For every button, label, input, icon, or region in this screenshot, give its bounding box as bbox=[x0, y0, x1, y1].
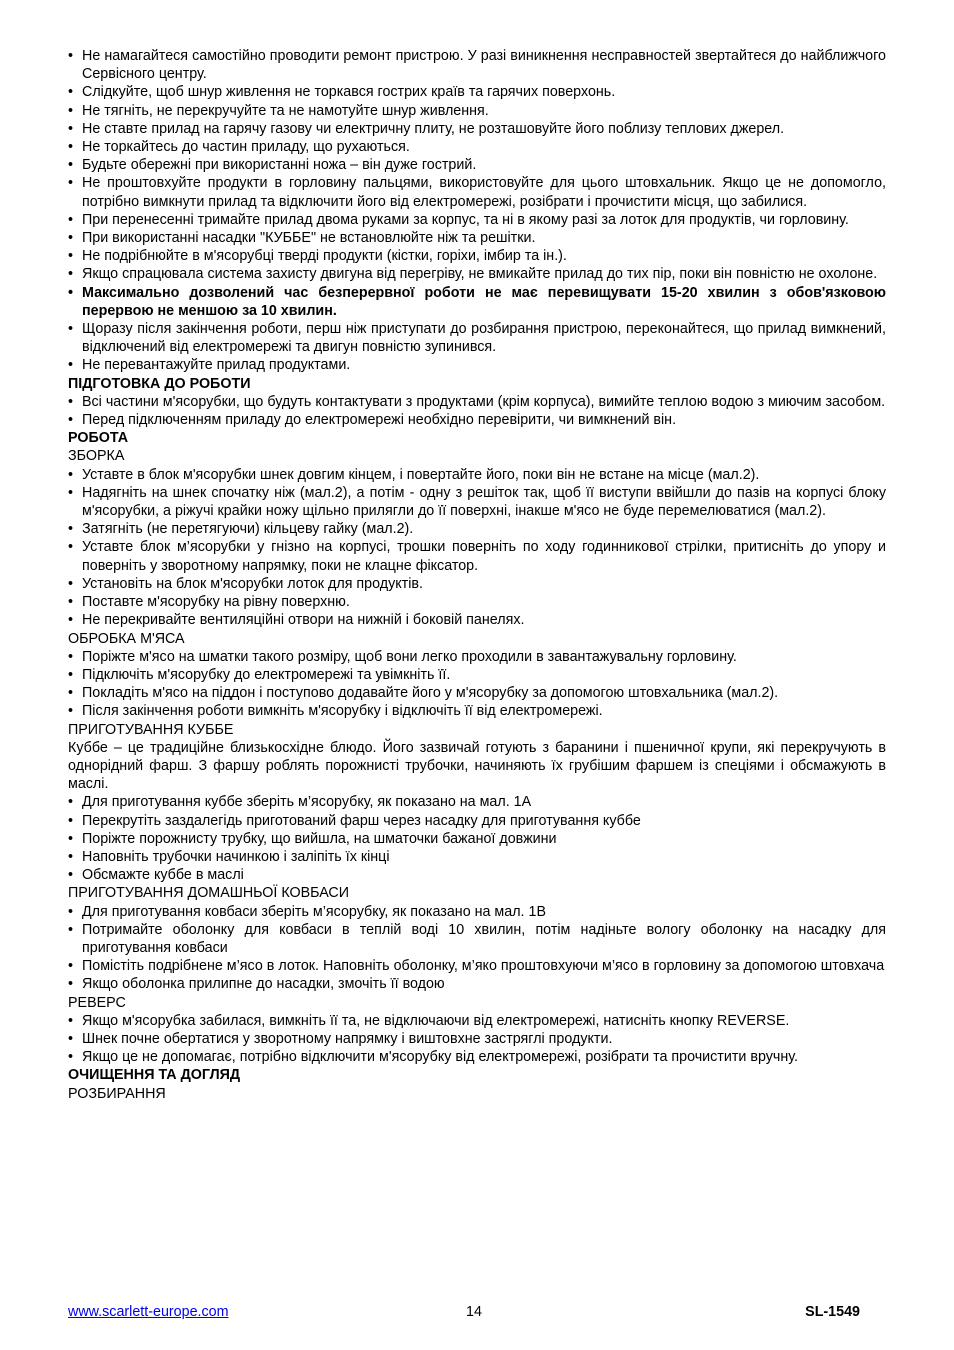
list-item-text: Не перекривайте вентиляційні отвори на нижній і боковій панелях. bbox=[82, 612, 525, 629]
subheading-meat-processing: ОБРОБКА М'ЯСА bbox=[68, 630, 185, 647]
bullet-icon: • bbox=[68, 1012, 74, 1029]
list-item-text: При перенесенні тримайте прилад двома руками за корпус, та ні в якому разі за лоток для продуктів, чи горловину. bbox=[82, 211, 849, 228]
list-item bbox=[68, 593, 886, 611]
bullet-icon: • bbox=[68, 357, 74, 374]
list-item-text: Поріжте порожнисту трубку, що вийшла, на шматочки бажаної довжини bbox=[82, 830, 557, 847]
list-item-text: Обсмажте куббе в маслі bbox=[82, 867, 244, 884]
bullet-icon: • bbox=[68, 539, 74, 556]
list-item-text: Поріжте м'ясо на шматки такого розміру, щоб вони легко проходили в завантажувальну горловину. bbox=[82, 648, 737, 665]
bullet-icon: • bbox=[68, 466, 74, 483]
list-item bbox=[68, 120, 886, 138]
list-item bbox=[68, 411, 886, 429]
bullet-icon: • bbox=[68, 903, 74, 920]
bullet-icon: • bbox=[68, 921, 74, 938]
list-item-text: Щоразу після закінчення роботи, перш ніж приступати до розбирання пристрою, переконайтеся, що прилад вимкнений, відключений від електромережі та двигун повністю зупинився. bbox=[82, 321, 886, 356]
list-item bbox=[68, 830, 886, 848]
subheading-disassembly: РОЗБИРАННЯ bbox=[68, 1085, 166, 1102]
bullet-icon: • bbox=[68, 685, 74, 702]
list-item bbox=[68, 520, 886, 538]
list-item bbox=[68, 247, 886, 265]
list-item bbox=[68, 903, 886, 921]
list-item bbox=[68, 848, 886, 866]
list-item-text: Максимально дозволений час безперервної роботи не має перевищувати 15-20 хвилин з обов'язковою перервою не меншою за 10 хвилин. bbox=[82, 284, 886, 319]
list-item bbox=[68, 47, 886, 83]
page-content bbox=[68, 47, 886, 1103]
list-item bbox=[68, 356, 886, 374]
list-item bbox=[68, 1030, 886, 1048]
list-item-text: Не проштовхуйте продукти в горловину пальцями, використовуйте для цього штовхальник. Якщо це не допомогло, потрібно вимкнути прилад та відключити його від електромережі, розібрати і прочистити місця, що забилися. bbox=[82, 175, 886, 210]
list-item-text: Уставте в блок м'ясорубки шнек довгим кінцем, і повертайте його, поки він не встане на місце (мал.2). bbox=[82, 466, 760, 483]
bullet-icon: • bbox=[68, 812, 74, 829]
bullet-icon: • bbox=[68, 321, 74, 338]
bullet-icon: • bbox=[68, 284, 74, 301]
bullet-icon: • bbox=[68, 139, 74, 156]
list-item bbox=[68, 393, 886, 411]
list-item-text: Для приготування ковбаси зберіть м’ясорубку, як показано на мал. 1В bbox=[82, 903, 546, 920]
list-item-text: Не торкайтесь до частин приладу, що рухаються. bbox=[82, 139, 410, 156]
list-item-text: Помістіть подрібнене м’ясо в лоток. Наповніть оболонку, м’яко проштовхуючи м’ясо в горловину за допомогою штовхача bbox=[82, 958, 885, 975]
list-item bbox=[68, 320, 886, 356]
bullet-icon: • bbox=[68, 230, 74, 247]
bullet-icon: • bbox=[68, 521, 74, 538]
list-item-text: Затягніть (не перетягуючи) кільцеву гайку (мал.2). bbox=[82, 521, 414, 538]
bullet-icon: • bbox=[68, 266, 74, 283]
list-item bbox=[68, 648, 886, 666]
bullet-icon: • bbox=[68, 867, 74, 884]
list-item bbox=[68, 702, 886, 720]
list-item-text: Установіть на блок м'ясорубки лоток для продуктів. bbox=[82, 575, 423, 592]
list-item-text: Перед підключенням приладу до електромережі необхідно перевірити, чи вимкнений він. bbox=[82, 412, 677, 429]
bullet-icon: • bbox=[68, 794, 74, 811]
list-item-text: Потримайте оболонку для ковбаси в теплій воді 10 хвилин, потім надіньте вологу оболонку на насадку для приготування ковбаси bbox=[82, 921, 886, 956]
list-item bbox=[68, 484, 886, 520]
list-item bbox=[68, 1048, 886, 1066]
sausage-list bbox=[68, 903, 886, 994]
list-item-text: Перекрутіть заздалегідь приготований фарш через насадку для приготування куббе bbox=[82, 812, 641, 829]
bullet-icon: • bbox=[68, 412, 74, 429]
list-item-text: Якщо м'ясорубка забилася, вимкніть її та, не відключаючи від електромережі, натисніть кнопку REVERSE. bbox=[82, 1012, 790, 1029]
list-item bbox=[68, 174, 886, 210]
list-item bbox=[68, 1012, 886, 1030]
reverse-list bbox=[68, 1012, 886, 1067]
list-item-text: Не ставте прилад на гарячу газову чи електричну плиту, не розташовуйте його поблизу теплових джерел. bbox=[82, 120, 785, 137]
list-item-text: Шнек почне обертатися у зворотному напрямку і виштовхне застряглі продукти. bbox=[82, 1030, 613, 1047]
list-item bbox=[68, 102, 886, 120]
page-footer bbox=[68, 1303, 886, 1323]
list-item bbox=[68, 611, 886, 629]
list-item-text: Наповніть трубочки начинкою і заліпіть їх кінці bbox=[82, 848, 390, 865]
list-item-text: Для приготування куббе зберіть м’ясорубку, як показано на мал. 1А bbox=[82, 794, 532, 811]
assembly-list bbox=[68, 466, 886, 630]
bullet-icon: • bbox=[68, 84, 74, 101]
list-item bbox=[68, 684, 886, 702]
website-link[interactable]: www.scarlett-europe.com bbox=[68, 1304, 229, 1320]
list-item bbox=[68, 466, 886, 484]
list-item-text: Всі частини м'ясорубки, що будуть контактувати з продуктами (крім корпуса), вимийте теплою водою з миючим засобом. bbox=[82, 393, 886, 410]
bullet-icon: • bbox=[68, 612, 74, 629]
list-item bbox=[68, 138, 886, 156]
list-item bbox=[68, 284, 886, 320]
list-item-text: Будьте обережні при використанні ножа – він дуже гострий. bbox=[82, 157, 477, 174]
bullet-icon: • bbox=[68, 1030, 74, 1047]
list-item-text: Поставте м'ясорубку на рівну поверхню. bbox=[82, 594, 350, 611]
list-item bbox=[68, 975, 886, 993]
model-number: SL-1549 bbox=[805, 1304, 860, 1320]
list-item bbox=[68, 156, 886, 174]
preparation-list bbox=[68, 393, 886, 429]
bullet-icon: • bbox=[68, 211, 74, 228]
list-item-text: Надягніть на шнек спочатку ніж (мал.2), а потім - одну з решіток так, щоб її виступи ввійшли до пазів на корпусі блоку м'ясорубки, а ріжучі крайки ножу щільно прилягли до її поверхні, інакше м'ясо не буде перемелюватися (мал.2). bbox=[82, 484, 886, 520]
bullet-icon: • bbox=[68, 575, 74, 592]
list-item-text: Підключіть м'ясорубку до електромережі та увімкніть її. bbox=[82, 666, 451, 683]
subheading-assembly: ЗБОРКА bbox=[68, 448, 125, 465]
list-item bbox=[68, 83, 886, 101]
bullet-icon: • bbox=[68, 157, 74, 174]
list-item bbox=[68, 921, 886, 957]
page-number: 14 bbox=[466, 1304, 482, 1320]
list-item-text: Після закінчення роботи вимкніть м'ясорубку і відключіть її від електромережі. bbox=[82, 703, 603, 720]
subheading-reverse: РЕВЕРС bbox=[68, 994, 126, 1011]
bullet-icon: • bbox=[68, 1049, 74, 1066]
list-item-text: Якщо спрацювала система захисту двигуна від перегріву, не вмикайте прилад до тих пір, поки він повністю не охолоне. bbox=[82, 266, 878, 283]
meat-processing-list bbox=[68, 648, 886, 721]
list-item bbox=[68, 866, 886, 884]
bullet-icon: • bbox=[68, 175, 74, 192]
bullet-icon: • bbox=[68, 703, 74, 720]
bullet-icon: • bbox=[68, 484, 74, 501]
bullet-icon: • bbox=[68, 248, 74, 265]
list-item bbox=[68, 812, 886, 830]
bullet-icon: • bbox=[68, 848, 74, 865]
kubbe-description: Куббе – це традиційне близькосхідне блюдо. Його зазвичай готують з баранини і пшеничної крупи, які перекручують в однорідний фарш. З фаршу роблять порожнисті трубочки, начиняють їх грубішим фаршем із спеціями і обсмажують в маслі. bbox=[68, 739, 886, 793]
list-item bbox=[68, 666, 886, 684]
list-item-text: При використанні насадки "КУББЕ" не встановлюйте ніж та решітки. bbox=[82, 230, 536, 247]
bullet-icon: • bbox=[68, 48, 74, 64]
bullet-icon: • bbox=[68, 393, 74, 410]
list-item bbox=[68, 211, 886, 229]
list-item-text: Уставте блок м’ясорубки у гнізно на корпусі, трошки поверніть по ходу годинникової стрілки, притисніть до упору и поверніть у зворотному напрямку, поки не клацне фіксатор. bbox=[82, 539, 886, 574]
list-item bbox=[68, 265, 886, 283]
list-item bbox=[68, 229, 886, 247]
section-heading-operation: РОБОТА bbox=[68, 430, 129, 447]
subheading-kubbe: ПРИГОТУВАННЯ КУББЕ bbox=[68, 721, 234, 738]
list-item-text: Не перевантажуйте прилад продуктами. bbox=[82, 357, 351, 374]
list-item-text: Слідкуйте, щоб шнур живлення не торкався гострих країв та гарячих поверхонь. bbox=[82, 84, 616, 101]
bullet-icon: • bbox=[68, 666, 74, 683]
list-item bbox=[68, 957, 886, 975]
kubbe-list bbox=[68, 793, 886, 884]
bullet-icon: • bbox=[68, 594, 74, 611]
list-item-text: Покладіть м'ясо на піддон і поступово додавайте його у м'ясорубку за допомогою штовхальника (мал.2). bbox=[82, 685, 779, 702]
bullet-icon: • bbox=[68, 958, 74, 975]
section-heading-preparation: ПІДГОТОВКА ДО РОБОТИ bbox=[68, 375, 251, 392]
list-item-text: Якщо оболонка прилипне до насадки, змочіть її водою bbox=[82, 976, 445, 993]
bullet-icon: • bbox=[68, 120, 74, 137]
subheading-sausage: ПРИГОТУВАННЯ ДОМАШНЬОЇ КОВБАСИ bbox=[68, 885, 350, 902]
list-item-text: Якщо це не допомагає, потрібно відключити м'ясорубку від електромережі, розібрати та прочистити вручну. bbox=[82, 1049, 798, 1066]
bullet-icon: • bbox=[68, 102, 74, 119]
list-item-text: Не тягніть, не перекручуйте та не намотуйте шнур живлення. bbox=[82, 102, 489, 119]
list-item-text: Не подрібнюйте в м'ясорубці тверді продукти (кістки, горіхи, імбир та ін.). bbox=[82, 248, 567, 265]
list-item bbox=[68, 575, 886, 593]
list-item bbox=[68, 538, 886, 574]
bullet-icon: • bbox=[68, 976, 74, 993]
section-heading-cleaning: ОЧИЩЕННЯ ТА ДОГЛЯД bbox=[68, 1067, 241, 1084]
list-item-text: Не намагайтеся самостійно проводити ремонт пристрою. У разі виникнення несправностей звертайтеся до найближчого Сервісного центру. bbox=[82, 48, 886, 83]
safety-list bbox=[68, 47, 886, 375]
bullet-icon: • bbox=[68, 648, 74, 665]
list-item bbox=[68, 793, 886, 811]
bullet-icon: • bbox=[68, 830, 74, 847]
